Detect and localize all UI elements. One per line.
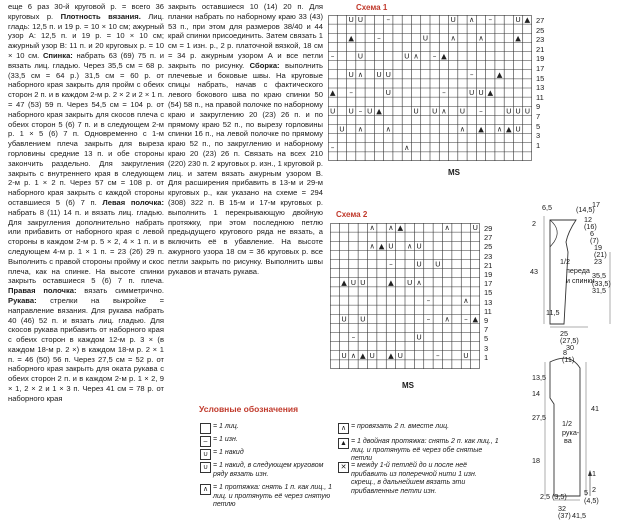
dimension-label: 5 [584, 488, 588, 497]
svg-text:▲: ▲ [376, 106, 382, 116]
dimension-label: 35,5 [592, 271, 606, 280]
dimension-label: 30 [566, 343, 574, 352]
row-number: 3 [536, 131, 541, 141]
schema-2-title: Схема 2 [336, 210, 368, 219]
dimension-label: (27,5) [560, 336, 579, 345]
schema-2-grid [330, 223, 480, 369]
svg-text:–: – [386, 15, 391, 25]
dimension-label: ва [564, 436, 572, 445]
svg-text:–: – [464, 314, 468, 324]
legend-symbol: ∪ [200, 449, 211, 460]
text-band: закрыть оставшиеся 10 (14) 20 п. Для планки набрать по наборному краю 33 (43) 53 п., при этом для размеров 38/40 и 44 край спинки присоединить. Затем связать 1 см = 1 изн. р., 2 р. платочной вязкой, 18 см = 34 р. ажурным узором А и все петли закрыть по рисунку. [168, 2, 323, 70]
row-number: 5 [536, 121, 541, 131]
row-number: 7 [484, 325, 489, 335]
svg-text:∧: ∧ [416, 277, 422, 287]
svg-text:U: U [385, 69, 391, 79]
svg-text:–: – [479, 106, 483, 116]
legend-symbol: ∧ [200, 484, 211, 495]
dimension-label: 2 [592, 485, 596, 494]
svg-text:∧: ∧ [441, 106, 447, 116]
svg-text:∧: ∧ [357, 124, 364, 134]
svg-text:▲: ▲ [496, 69, 503, 79]
svg-text:∧: ∧ [469, 15, 475, 25]
legend-text: = 1 протяжка: снять 1 п. как лиц., 1 лиц. и протянуть её через снятую петлю [213, 484, 333, 508]
svg-text:∧: ∧ [369, 241, 375, 251]
dimension-label: 1/2 [560, 257, 570, 266]
svg-text:U: U [341, 350, 347, 360]
text-density: Лиц. гладь: 12,5 п. и 19 р. = 10 × 10 см; ажурный узор А: 12,5 п. и 19 р. = 10 × 10 см; ажурный узор В: 11 п. и 20 круговых р. = 10 × 10 см. [8, 11, 164, 60]
dimension-label: (14,5) [576, 205, 595, 214]
svg-text:–: – [351, 332, 356, 342]
svg-text:▲: ▲ [397, 223, 404, 233]
svg-text:–: – [330, 142, 335, 152]
schema-1-title: Схема 1 [356, 3, 388, 12]
dimension-label: 41 [591, 404, 599, 413]
svg-text:∧: ∧ [385, 124, 391, 134]
dimension-label: 2,5 [540, 492, 550, 501]
svg-text:U: U [404, 51, 410, 61]
svg-text:∧: ∧ [478, 33, 484, 43]
dimension-label: 18 [532, 456, 540, 465]
svg-text:U: U [348, 106, 354, 116]
svg-text:U: U [367, 106, 373, 116]
svg-text:▲: ▲ [360, 350, 366, 360]
dimension-label: (11) [562, 355, 575, 364]
svg-text:U: U [360, 277, 366, 287]
dimension-label: и спинки [566, 276, 595, 285]
svg-text:▲: ▲ [515, 33, 521, 43]
svg-text:U: U [416, 332, 422, 342]
schema-1-grid [328, 15, 532, 161]
svg-text:▲: ▲ [472, 314, 479, 324]
svg-text:▲: ▲ [388, 277, 394, 287]
dimension-label: 2 [532, 219, 536, 228]
svg-text:▲: ▲ [348, 33, 354, 43]
legend-symbol: – [200, 436, 211, 447]
svg-text:–: – [377, 33, 381, 43]
svg-text:–: – [426, 296, 431, 306]
row-number: 23 [536, 35, 545, 45]
legend-text: = провязать 2 п. вместе лиц. [351, 423, 450, 430]
svg-text:–: – [389, 259, 393, 269]
heading-assembly: Сборка: [249, 60, 280, 70]
row-number: 27 [484, 233, 493, 243]
row-number: 1 [484, 352, 489, 362]
svg-text:U: U [407, 277, 413, 287]
row-number: 19 [536, 54, 545, 64]
row-number: 15 [484, 288, 493, 298]
legend-text: = 1 накид [213, 449, 244, 456]
svg-text:–: – [358, 106, 363, 116]
svg-text:U: U [515, 124, 521, 134]
svg-text:U: U [416, 241, 422, 251]
svg-text:▲: ▲ [478, 124, 484, 134]
legend-title: Условные обозначения [199, 404, 299, 414]
instructions-column-2 [168, 2, 323, 276]
legend-text: = 1 двойная протяжка: снять 2 п. как лиц., 1 лиц. и протянуть её через обе снятые петли [351, 438, 499, 462]
svg-text:∧: ∧ [459, 124, 466, 134]
text-p0: еще 6 раз 30-й круговой р. = всего 36 круговых р. [8, 2, 164, 21]
svg-text:▲: ▲ [388, 350, 394, 360]
dimension-label: 6,5 [542, 203, 552, 212]
svg-text:▲: ▲ [341, 277, 347, 287]
dimension-label: 14 [532, 389, 540, 398]
dimension-label: 32 [558, 504, 566, 513]
legend-symbol [200, 423, 211, 434]
dimension-label: (3,5) [552, 492, 567, 501]
row-number: 23 [484, 251, 493, 261]
row-number: 29 [484, 224, 493, 233]
row-number: 25 [536, 25, 545, 35]
svg-text:U: U [416, 259, 422, 269]
svg-text:∧: ∧ [357, 69, 364, 79]
svg-text:U: U [350, 277, 357, 287]
svg-text:–: – [330, 51, 335, 61]
dimension-label: 23 [594, 257, 602, 266]
legend-symbol: ∪ [200, 462, 211, 473]
row-number: 13 [484, 297, 493, 307]
dimension-label: 31,5 [592, 286, 606, 295]
instructions-column-1 [8, 2, 164, 404]
svg-text:▲: ▲ [487, 88, 494, 98]
svg-text:U: U [329, 106, 336, 116]
svg-text:∧: ∧ [450, 33, 456, 43]
svg-text:U: U [397, 350, 403, 360]
svg-text:U: U [478, 88, 484, 98]
svg-text:U: U [472, 223, 478, 233]
svg-text:U: U [369, 350, 375, 360]
svg-text:U: U [459, 106, 466, 116]
row-number: 11 [484, 306, 492, 316]
row-number: 27 [536, 16, 545, 25]
legend-text: = между 1-й петлёй до и после неё прибавить из поперечной нити 1 изн. скрещ., в дальнейшем вязать эти прибавленные петли изн. [351, 462, 477, 495]
text-left-front: набрать 8 (11) 14 п. и вязать лиц. гладью. Для закругления дополнительно набрать или прибавить от наборного края с левой стороны в каждом 2-м р. 5 × 2, 4 × 1 п. и в следующем 4-м р. 1 × 1 п. = 23 (26) 29 п. Выполнить с правой стороны пройму и скос плеча, как на спинке. На высоте спинки закрыть оставшиеся 5 (6) 7 п. плеча. [8, 207, 164, 286]
dimension-label: 6 [590, 229, 594, 238]
dimension-label: 43 [530, 267, 538, 276]
svg-text:U: U [348, 15, 354, 25]
dimension-label: (7) [590, 236, 599, 245]
dimension-label: (37) [558, 511, 571, 520]
dimension-label: рука- [562, 428, 580, 437]
row-number: 7 [536, 112, 541, 121]
svg-text:∧: ∧ [369, 223, 375, 233]
legend-symbol: ▲ [338, 438, 349, 449]
dimension-label: 1/2 [562, 419, 572, 428]
svg-text:∧: ∧ [413, 51, 419, 61]
schema-2-ms-label: MS [402, 381, 414, 390]
svg-text:U: U [357, 51, 364, 61]
heading-sleeves: Рукава: [8, 295, 37, 305]
svg-text:▲: ▲ [506, 124, 512, 134]
dimension-label: 12 [584, 215, 592, 224]
dimension-label: 1 [592, 469, 596, 478]
svg-text:U: U [515, 106, 521, 116]
svg-text:–: – [349, 88, 354, 98]
schema-1-ms-label: MS [448, 168, 460, 177]
svg-text:U: U [413, 106, 419, 116]
svg-text:∧: ∧ [388, 223, 394, 233]
svg-text:∧: ∧ [404, 142, 410, 152]
svg-text:∧: ∧ [496, 124, 503, 134]
svg-text:–: – [442, 88, 446, 98]
svg-text:▲: ▲ [441, 51, 447, 61]
dimension-label: (4,5) [584, 496, 599, 505]
dimension-label: 19 [594, 243, 602, 252]
svg-text:–: – [435, 350, 440, 360]
svg-text:–: – [426, 314, 431, 324]
legend-text: = 1 лиц. [213, 423, 239, 430]
legend-text: = 1 накид, в следующем круговом ряду вязать изн. [213, 462, 324, 478]
row-number: 11 [536, 92, 544, 102]
heading-back: Спинка: [42, 50, 73, 60]
heading-right-front: Правая полочка: [8, 286, 77, 296]
svg-text:▲: ▲ [378, 241, 385, 251]
svg-text:∧: ∧ [463, 296, 469, 306]
dimension-label: 8 [563, 348, 567, 357]
svg-text:U: U [450, 15, 456, 25]
svg-text:U: U [388, 241, 394, 251]
svg-text:U: U [422, 33, 429, 43]
row-number: 19 [484, 270, 493, 279]
legend-symbol: ∧ [338, 423, 349, 434]
svg-text:∧: ∧ [407, 241, 413, 251]
svg-text:–: – [432, 51, 437, 61]
dimension-label: 25 [560, 329, 568, 338]
dimension-label: (33,5) [592, 279, 611, 288]
svg-text:U: U [376, 69, 382, 79]
row-number: 5 [484, 334, 489, 344]
svg-text:U: U [515, 15, 521, 25]
row-number: 3 [484, 343, 489, 353]
row-number: 9 [484, 316, 489, 325]
row-number: 15 [536, 73, 545, 83]
svg-text:U: U [339, 124, 345, 134]
legend-symbol: ✕ [338, 462, 349, 473]
row-number: 17 [484, 279, 493, 289]
text-back: набрать 63 (69) 75 п. и вязать лиц. гладью. Через 35,5 см = 68 р. (33,5 см = 64 р.) 31,5 см = 60 р. от наборного края закрыть для пройм с обеих сторон 2 п. и в каждом 2-м р. 2 × 2 и 2 × 1 п. = 47 (53) 59 п. Через 54,5 см = 104 р. от наборного края закрыть для скосов плеча с обеих сторон 5 (6) 7 п. и в следующем 2-м р. 1 × 5 (6) 7 п. Одновременно с 1-м убавлением плеча закрыть для выреза горловины средние 13 п. и обе стороны закончить раздельно. Для закругления закрыть с внутреннего края в следующем 2-м р. 1 × 2 п. Через 57 см = 108 р. от наборного края закрыть с каждой стороны оставшиеся 5 (6) 7 п. [8, 50, 164, 207]
row-number: 21 [484, 260, 493, 270]
row-number: 9 [536, 102, 541, 112]
dimension-label: 13,5 [532, 373, 546, 382]
heading-left-front: Левая полочка: [102, 197, 164, 207]
row-number: 17 [536, 64, 545, 73]
svg-text:U: U [431, 106, 438, 116]
svg-text:–: – [469, 69, 474, 79]
dimension-label: 17 [592, 200, 600, 209]
svg-text:U: U [506, 106, 512, 116]
svg-text:∧: ∧ [444, 223, 450, 233]
svg-text:∧: ∧ [350, 350, 357, 360]
svg-text:–: – [488, 15, 493, 25]
row-number: 1 [536, 140, 541, 150]
heading-density: Плотность вязания. [60, 11, 141, 21]
legend-text: = 1 изн. [213, 436, 238, 443]
svg-text:U: U [463, 350, 469, 360]
svg-text:▲: ▲ [524, 15, 531, 25]
dimension-label: (21) [594, 250, 607, 259]
dimension-label: 11,5 [546, 308, 560, 317]
row-number: 13 [536, 83, 545, 93]
svg-text:U: U [524, 106, 531, 116]
svg-text:U: U [360, 314, 366, 324]
svg-text:▲: ▲ [329, 88, 336, 98]
dimension-label: (16) [584, 222, 597, 231]
svg-text:U: U [385, 88, 391, 98]
row-number: 21 [536, 44, 545, 54]
svg-text:U: U [435, 259, 441, 269]
svg-text:U: U [469, 88, 475, 98]
dimension-label: 41,5 [572, 511, 586, 520]
dimension-label: переда [566, 266, 590, 275]
svg-text:∧: ∧ [444, 314, 450, 324]
text-right-front: вязать симметрично. [76, 286, 164, 296]
dimension-label: 27,5 [532, 413, 546, 422]
svg-text:U: U [348, 69, 354, 79]
svg-text:U: U [357, 15, 364, 25]
text-sleeves: стрелки на выкройке = направление вязания. Для рукава набрать 40 (46) 52 п. и вязать лиц. гладью. Для скосов рукава прибавить от наборного края с обеих сторон в каждом 12-м р. 3 × (в каждом 18-м р. 2 ×) в каждом 18-м р. 2 × 1 п. = 46 (50) 56 п. Через 27,5 см = 52 р. от наборного края закрыть для оката рукава с обеих сторон 2 п. и в каждом 2-м р. 1 × 2, 9 × 1, 2 × 2 и 1 × 3 п. Через 41 см = 78 р. от наборного края [8, 295, 164, 403]
row-number: 25 [484, 242, 493, 252]
text-assembly: выполнить плечевые и боковые швы. На круговые спицы набрать, начав с фактического левого бокового шва по краю спинки 50 (54) 58 п., на правой полочке по наборному краю и закруглению 20 (23) 26 п. и по прямому краю 52 п., по вырезу горловины спинки 16 п., на левой полочке по прямому краю 52 п., по закруглению и наборному краю 20 (23) 26 п. Связать на всех 210 (220) 230 п. 2 круговых р. изн., 1 круговой р. лиц. и затем вязать ажурным узором В. Для расширения прибавить в 13-м и 29-м круговых р., как указано на схеме = 294 (308) 322 п. В 15-м и 17-м круговых р. выполнить 1 перекрывающую двойную протяжку, при этом последнюю петлю предыдущего кругового ряда не вязать, а включить её в убавление. На высоте ажурного узора 18 см = 36 круговых р. все петли закрыть по рисунку. Выполнить швы рукавов и втачать рукава. [168, 60, 323, 276]
svg-text:U: U [341, 314, 347, 324]
